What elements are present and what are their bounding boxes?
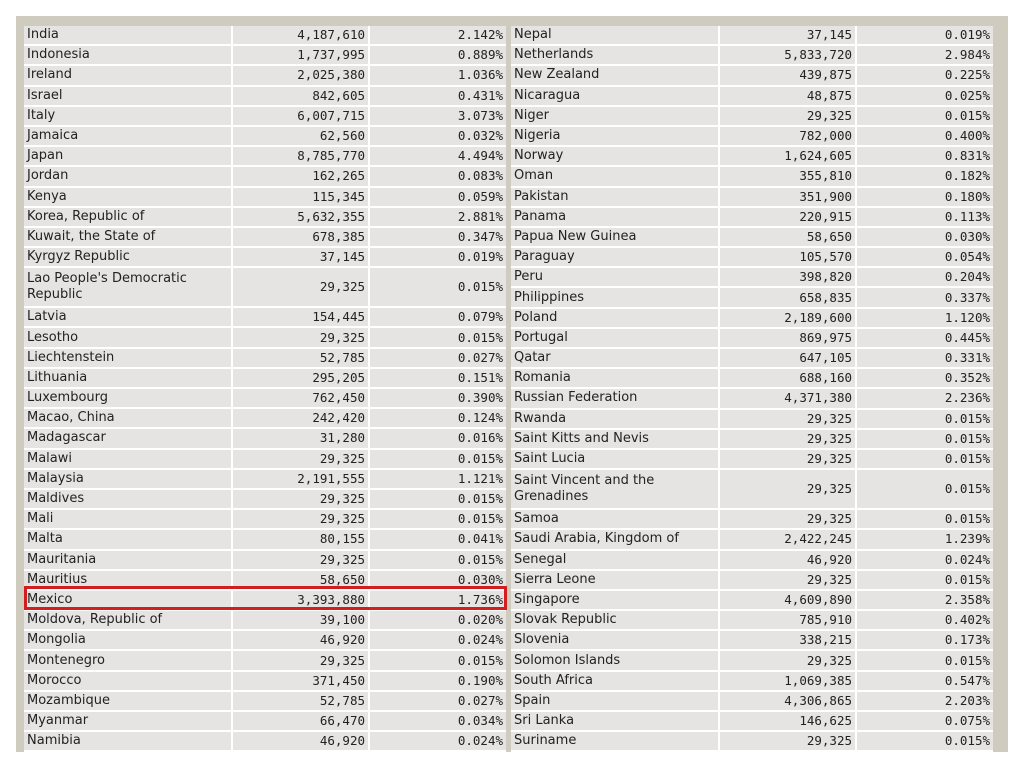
value-cell: 29,325 <box>231 490 368 508</box>
percent-cell: 1.120% <box>855 309 993 327</box>
table-row <box>24 87 506 105</box>
percent-cell: 0.015% <box>368 450 506 468</box>
percent-cell: 0.027% <box>368 349 506 367</box>
value-cell: 295,205 <box>231 369 368 387</box>
percent-cell: 2.236% <box>855 389 993 407</box>
value-cell: 29,325 <box>718 470 855 508</box>
percent-cell: 0.331% <box>855 349 993 367</box>
percent-cell: 0.190% <box>368 672 506 690</box>
percent-cell: 0.015% <box>855 510 993 528</box>
table-row <box>511 288 993 306</box>
percent-cell: 2.984% <box>855 46 993 64</box>
value-cell: 4,371,380 <box>718 389 855 407</box>
value-cell: 678,385 <box>231 228 368 246</box>
percent-cell: 0.113% <box>855 208 993 226</box>
percent-cell: 0.124% <box>368 409 506 427</box>
table-row <box>24 631 506 649</box>
value-cell: 154,445 <box>231 308 368 326</box>
percent-cell: 0.390% <box>368 389 506 407</box>
table-row <box>24 450 506 468</box>
table-row <box>24 369 506 387</box>
country-cell: Japan <box>24 147 231 165</box>
country-cell: Saint Vincent and the Grenadines <box>511 470 718 508</box>
country-cell: Malaysia <box>24 470 231 488</box>
table-row <box>24 429 506 447</box>
value-cell: 46,920 <box>718 551 855 569</box>
percent-cell: 0.041% <box>368 530 506 548</box>
table-row <box>511 530 993 548</box>
value-cell: 58,650 <box>718 228 855 246</box>
value-cell: 37,145 <box>231 248 368 266</box>
country-cell: Kyrgyz Republic <box>24 248 231 266</box>
percent-cell: 0.019% <box>855 26 993 44</box>
percent-cell: 0.015% <box>855 410 993 428</box>
country-cell: Papua New Guinea <box>511 228 718 246</box>
value-cell: 29,325 <box>231 510 368 528</box>
percent-cell: 0.182% <box>855 167 993 185</box>
table-row <box>24 349 506 367</box>
percent-cell: 2.358% <box>855 591 993 609</box>
table-row <box>511 672 993 690</box>
percent-cell: 0.032% <box>368 127 506 145</box>
country-cell: Sierra Leone <box>511 571 718 589</box>
percent-cell: 0.547% <box>855 672 993 690</box>
country-cell: Solomon Islands <box>511 651 718 669</box>
country-cell: Korea, Republic of <box>24 208 231 226</box>
country-cell: Ireland <box>24 66 231 84</box>
value-cell: 1,737,995 <box>231 46 368 64</box>
percent-cell: 0.015% <box>855 430 993 448</box>
value-cell: 2,422,245 <box>718 530 855 548</box>
value-cell: 52,785 <box>231 349 368 367</box>
table-row <box>511 107 993 125</box>
table-row <box>511 208 993 226</box>
country-cell: Poland <box>511 309 718 327</box>
table-row <box>24 188 506 206</box>
value-cell: 39,100 <box>231 611 368 629</box>
value-cell: 647,105 <box>718 349 855 367</box>
table-row <box>511 268 993 286</box>
country-cell: Italy <box>24 107 231 125</box>
country-cell: Nicaragua <box>511 87 718 105</box>
table-row <box>24 66 506 84</box>
value-cell: 29,325 <box>231 328 368 346</box>
country-cell: Rwanda <box>511 410 718 428</box>
country-cell: New Zealand <box>511 66 718 84</box>
percent-cell: 0.015% <box>855 651 993 669</box>
percent-cell: 0.019% <box>368 248 506 266</box>
value-cell: 2,191,555 <box>231 470 368 488</box>
table-row <box>511 611 993 629</box>
country-cell: Saint Lucia <box>511 450 718 468</box>
percent-cell: 0.027% <box>368 692 506 710</box>
country-cell: Romania <box>511 369 718 387</box>
country-cell: Maldives <box>24 490 231 508</box>
percent-cell: 1.121% <box>368 470 506 488</box>
percent-cell: 2.203% <box>855 692 993 710</box>
percent-cell: 0.015% <box>368 328 506 346</box>
table-row <box>24 692 506 710</box>
percent-cell: 0.337% <box>855 288 993 306</box>
value-cell: 5,632,355 <box>231 208 368 226</box>
table-row <box>511 651 993 669</box>
table-row <box>24 228 506 246</box>
value-cell: 29,325 <box>718 410 855 428</box>
percent-cell: 0.015% <box>855 107 993 125</box>
country-cell: Madagascar <box>24 429 231 447</box>
table-row <box>511 147 993 165</box>
value-cell: 8,785,770 <box>231 147 368 165</box>
country-cell: India <box>24 26 231 44</box>
percent-cell: 0.059% <box>368 188 506 206</box>
table-row <box>511 389 993 407</box>
country-cell: Saudi Arabia, Kingdom of <box>511 530 718 548</box>
country-cell: Jordan <box>24 167 231 185</box>
percent-cell: 0.015% <box>368 510 506 528</box>
percent-cell: 0.079% <box>368 308 506 326</box>
country-cell: Mongolia <box>24 631 231 649</box>
percent-cell: 0.015% <box>368 490 506 508</box>
country-cell: Niger <box>511 107 718 125</box>
percent-cell: 0.400% <box>855 127 993 145</box>
table-row <box>24 389 506 407</box>
value-cell: 29,325 <box>718 450 855 468</box>
percent-cell: 0.173% <box>855 631 993 649</box>
table-row <box>511 349 993 367</box>
value-cell: 52,785 <box>231 692 368 710</box>
table-row <box>24 651 506 669</box>
percent-cell: 0.030% <box>368 571 506 589</box>
table-row <box>24 248 506 266</box>
table-row <box>511 450 993 468</box>
table-row <box>511 228 993 246</box>
percent-cell: 0.431% <box>368 87 506 105</box>
table-row <box>24 732 506 750</box>
table-row <box>511 551 993 569</box>
percent-cell: 0.015% <box>368 651 506 669</box>
right-country-table <box>511 26 993 752</box>
country-cell: Mauritius <box>24 571 231 589</box>
value-cell: 439,875 <box>718 66 855 84</box>
country-cell: Malta <box>24 530 231 548</box>
value-cell: 1,069,385 <box>718 672 855 690</box>
country-cell: Oman <box>511 167 718 185</box>
value-cell: 242,420 <box>231 409 368 427</box>
country-cell: Jamaica <box>24 127 231 145</box>
value-cell: 355,810 <box>718 167 855 185</box>
value-cell: 66,470 <box>231 712 368 730</box>
country-cell: South Africa <box>511 672 718 690</box>
percent-cell: 0.015% <box>855 571 993 589</box>
country-cell: Lithuania <box>24 369 231 387</box>
left-country-table <box>24 26 506 752</box>
value-cell: 869,975 <box>718 329 855 347</box>
country-cell: Suriname <box>511 732 718 750</box>
value-cell: 3,393,880 <box>231 591 368 609</box>
percent-cell: 0.831% <box>855 147 993 165</box>
percent-cell: 0.225% <box>855 66 993 84</box>
country-cell: Spain <box>511 692 718 710</box>
table-row <box>511 127 993 145</box>
percent-cell: 0.015% <box>855 732 993 750</box>
percent-cell: 1.036% <box>368 66 506 84</box>
value-cell: 1,624,605 <box>718 147 855 165</box>
country-cell: Sri Lanka <box>511 712 718 730</box>
country-cell: Singapore <box>511 591 718 609</box>
percent-cell: 0.024% <box>368 631 506 649</box>
table-row <box>24 328 506 346</box>
value-cell: 29,325 <box>718 732 855 750</box>
value-cell: 62,560 <box>231 127 368 145</box>
country-cell: Morocco <box>24 672 231 690</box>
country-cell: Israel <box>24 87 231 105</box>
percent-cell: 0.025% <box>855 87 993 105</box>
table-row <box>24 591 506 609</box>
value-cell: 29,325 <box>231 651 368 669</box>
country-cell: Pakistan <box>511 188 718 206</box>
country-cell: Liechtenstein <box>24 349 231 367</box>
table-row <box>24 147 506 165</box>
value-cell: 29,325 <box>231 450 368 468</box>
percent-cell: 2.142% <box>368 26 506 44</box>
value-cell: 398,820 <box>718 268 855 286</box>
table-row <box>511 430 993 448</box>
country-cell: Lesotho <box>24 328 231 346</box>
percent-cell: 0.347% <box>368 228 506 246</box>
value-cell: 46,920 <box>231 631 368 649</box>
percent-cell: 4.494% <box>368 147 506 165</box>
value-cell: 146,625 <box>718 712 855 730</box>
value-cell: 31,280 <box>231 429 368 447</box>
country-cell: Lao People's Democratic Republic <box>24 268 231 306</box>
table-row <box>511 732 993 750</box>
table-row <box>24 409 506 427</box>
table-row <box>511 571 993 589</box>
value-cell: 48,875 <box>718 87 855 105</box>
country-cell: Kuwait, the State of <box>24 228 231 246</box>
table-row <box>24 26 506 44</box>
country-cell: Netherlands <box>511 46 718 64</box>
value-cell: 37,145 <box>718 26 855 44</box>
value-cell: 2,025,380 <box>231 66 368 84</box>
table-row <box>511 369 993 387</box>
table-row <box>24 510 506 528</box>
right-table-panel <box>511 26 993 752</box>
percent-cell: 0.015% <box>368 551 506 569</box>
value-cell: 29,325 <box>718 107 855 125</box>
value-cell: 115,345 <box>231 188 368 206</box>
table-row <box>511 631 993 649</box>
value-cell: 658,835 <box>718 288 855 306</box>
table-row <box>24 46 506 64</box>
value-cell: 46,920 <box>231 732 368 750</box>
value-cell: 80,155 <box>231 530 368 548</box>
table-row <box>24 712 506 730</box>
country-cell: Panama <box>511 208 718 226</box>
percent-cell: 0.020% <box>368 611 506 629</box>
country-cell: Slovenia <box>511 631 718 649</box>
country-cell: Peru <box>511 268 718 286</box>
country-cell: Myanmar <box>24 712 231 730</box>
value-cell: 782,000 <box>718 127 855 145</box>
value-cell: 762,450 <box>231 389 368 407</box>
left-table-panel <box>24 26 506 752</box>
table-row <box>511 87 993 105</box>
country-cell: Mali <box>24 510 231 528</box>
percent-cell: 1.736% <box>368 591 506 609</box>
table-row <box>511 66 993 84</box>
value-cell: 688,160 <box>718 369 855 387</box>
country-cell: Nigeria <box>511 127 718 145</box>
percent-cell: 1.239% <box>855 530 993 548</box>
table-row <box>24 490 506 508</box>
table-frame <box>16 16 1008 752</box>
percent-cell: 0.889% <box>368 46 506 64</box>
table-row <box>24 551 506 569</box>
country-cell: Montenegro <box>24 651 231 669</box>
country-cell: Qatar <box>511 349 718 367</box>
country-cell: Mozambique <box>24 692 231 710</box>
value-cell: 338,215 <box>718 631 855 649</box>
table-row <box>511 46 993 64</box>
value-cell: 4,609,890 <box>718 591 855 609</box>
table-row <box>24 672 506 690</box>
percent-cell: 0.075% <box>855 712 993 730</box>
table-row <box>511 712 993 730</box>
table-row <box>24 167 506 185</box>
table-row <box>511 188 993 206</box>
table-row <box>511 329 993 347</box>
country-cell: Namibia <box>24 732 231 750</box>
country-cell: Paraguay <box>511 248 718 266</box>
value-cell: 29,325 <box>231 551 368 569</box>
table-row <box>511 410 993 428</box>
value-cell: 58,650 <box>231 571 368 589</box>
value-cell: 162,265 <box>231 167 368 185</box>
table-row <box>511 510 993 528</box>
percent-cell: 0.016% <box>368 429 506 447</box>
table-row <box>24 107 506 125</box>
country-cell: Russian Federation <box>511 389 718 407</box>
percent-cell: 0.024% <box>855 551 993 569</box>
value-cell: 29,325 <box>718 510 855 528</box>
percent-cell: 3.073% <box>368 107 506 125</box>
value-cell: 371,450 <box>231 672 368 690</box>
country-cell: Latvia <box>24 308 231 326</box>
percent-cell: 0.445% <box>855 329 993 347</box>
percent-cell: 0.015% <box>368 268 506 306</box>
country-cell: Senegal <box>511 551 718 569</box>
country-cell: Mexico <box>24 591 231 609</box>
country-cell: Moldova, Republic of <box>24 611 231 629</box>
value-cell: 4,187,610 <box>231 26 368 44</box>
table-row <box>511 26 993 44</box>
table-row <box>24 308 506 326</box>
table-row <box>511 470 993 508</box>
value-cell: 2,189,600 <box>718 309 855 327</box>
table-row <box>24 530 506 548</box>
value-cell: 785,910 <box>718 611 855 629</box>
table-row <box>24 268 506 306</box>
value-cell: 105,570 <box>718 248 855 266</box>
value-cell: 5,833,720 <box>718 46 855 64</box>
value-cell: 29,325 <box>231 268 368 306</box>
country-cell: Philippines <box>511 288 718 306</box>
country-cell: Kenya <box>24 188 231 206</box>
percent-cell: 0.402% <box>855 611 993 629</box>
table-row <box>511 591 993 609</box>
percent-cell: 0.083% <box>368 167 506 185</box>
table-row <box>511 248 993 266</box>
percent-cell: 0.015% <box>855 450 993 468</box>
country-cell: Nepal <box>511 26 718 44</box>
country-cell: Mauritania <box>24 551 231 569</box>
table-row <box>24 127 506 145</box>
table-row <box>24 571 506 589</box>
value-cell: 29,325 <box>718 651 855 669</box>
country-cell: Malawi <box>24 450 231 468</box>
value-cell: 29,325 <box>718 571 855 589</box>
percent-cell: 0.034% <box>368 712 506 730</box>
country-cell: Luxembourg <box>24 389 231 407</box>
value-cell: 4,306,865 <box>718 692 855 710</box>
percent-cell: 0.024% <box>368 732 506 750</box>
percent-cell: 0.151% <box>368 369 506 387</box>
value-cell: 351,900 <box>718 188 855 206</box>
table-row <box>24 611 506 629</box>
value-cell: 842,605 <box>231 87 368 105</box>
country-cell: Norway <box>511 147 718 165</box>
table-row <box>24 470 506 488</box>
value-cell: 220,915 <box>718 208 855 226</box>
percent-cell: 0.352% <box>855 369 993 387</box>
percent-cell: 0.015% <box>855 470 993 508</box>
country-cell: Saint Kitts and Nevis <box>511 430 718 448</box>
table-row <box>511 692 993 710</box>
table-row <box>511 167 993 185</box>
percent-cell: 0.030% <box>855 228 993 246</box>
value-cell: 29,325 <box>718 430 855 448</box>
table-row <box>24 208 506 226</box>
table-row <box>511 309 993 327</box>
percent-cell: 0.180% <box>855 188 993 206</box>
country-cell: Indonesia <box>24 46 231 64</box>
percent-cell: 2.881% <box>368 208 506 226</box>
country-cell: Portugal <box>511 329 718 347</box>
country-cell: Samoa <box>511 510 718 528</box>
percent-cell: 0.204% <box>855 268 993 286</box>
country-cell: Slovak Republic <box>511 611 718 629</box>
value-cell: 6,007,715 <box>231 107 368 125</box>
percent-cell: 0.054% <box>855 248 993 266</box>
country-cell: Macao, China <box>24 409 231 427</box>
